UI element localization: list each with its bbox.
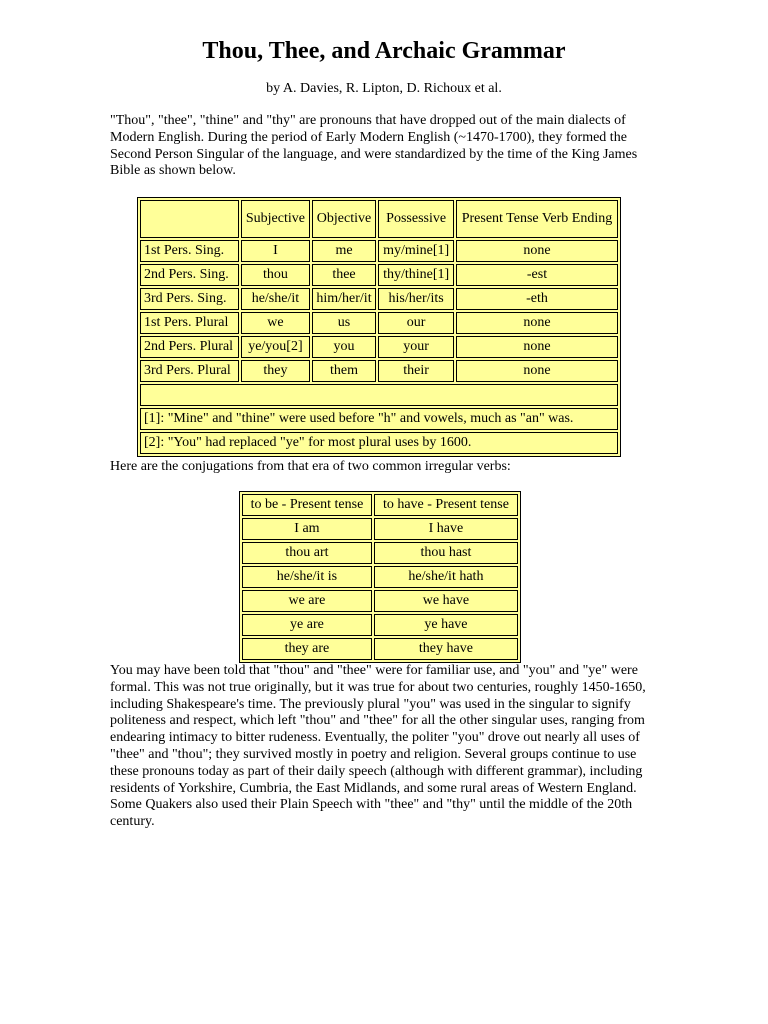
person-label-cell: 3rd Pers. Plural bbox=[140, 360, 239, 382]
pronoun-row bbox=[140, 264, 618, 286]
pronoun-spacer-row bbox=[140, 384, 618, 406]
verb-form-cell: he/she/it hath bbox=[374, 566, 518, 588]
pronoun-header-cell: Subjective bbox=[241, 200, 310, 238]
verb-header-cell: to have - Present tense bbox=[374, 494, 518, 516]
pronoun-cell: your bbox=[378, 336, 454, 358]
verb-header-cell: to be - Present tense bbox=[242, 494, 372, 516]
pronoun-cell: -eth bbox=[456, 288, 618, 310]
verb-form-cell: they have bbox=[374, 638, 518, 660]
verb-header-row bbox=[242, 494, 518, 516]
pronoun-cell: none bbox=[456, 240, 618, 262]
pronoun-header-row bbox=[140, 200, 618, 238]
intro-paragraph: "Thou", "thee", "thine" and "thy" are pronouns that have dropped out of the main dialects of Modern English. During the period of Early Modern English (~1470-1700), they formed the Second Person Singular of the language, and were standardized by the time of the King James Bible as shown below. bbox=[110, 113, 638, 179]
verb-row bbox=[242, 614, 518, 636]
verb-row bbox=[242, 590, 518, 612]
footnote-cell: [2]: "You" had replaced "ye" for most plural uses by 1600. bbox=[140, 432, 618, 454]
page-title: Thou, Thee, and Archaic Grammar bbox=[202, 38, 566, 64]
pronoun-cell: them bbox=[312, 360, 377, 382]
pronoun-cell: -est bbox=[456, 264, 618, 286]
pronoun-cell: us bbox=[312, 312, 377, 334]
conjugation-intro: Here are the conjugations from that era of two common irregular verbs: bbox=[110, 459, 511, 474]
verb-form-cell: we have bbox=[374, 590, 518, 612]
pronoun-cell: my/mine[1] bbox=[378, 240, 454, 262]
verb-row bbox=[242, 518, 518, 540]
pronoun-row bbox=[140, 240, 618, 262]
pronoun-row bbox=[140, 288, 618, 310]
pronoun-cell: we bbox=[241, 312, 310, 334]
pronoun-cell: their bbox=[378, 360, 454, 382]
pronoun-row bbox=[140, 336, 618, 358]
verb-conjugation-table bbox=[239, 491, 521, 663]
pronoun-header-cell: Objective bbox=[312, 200, 377, 238]
verb-form-cell: thou art bbox=[242, 542, 372, 564]
verb-form-cell: ye are bbox=[242, 614, 372, 636]
pronoun-header-cell: Present Tense Verb Ending bbox=[456, 200, 618, 238]
verb-form-cell: we are bbox=[242, 590, 372, 612]
verb-form-cell: ye have bbox=[374, 614, 518, 636]
pronoun-cell: his/her/its bbox=[378, 288, 454, 310]
pronoun-cell: thee bbox=[312, 264, 377, 286]
pronoun-cell: me bbox=[312, 240, 377, 262]
person-label-cell: 2nd Pers. Plural bbox=[140, 336, 239, 358]
pronoun-cell: thy/thine[1] bbox=[378, 264, 454, 286]
pronoun-cell: none bbox=[456, 312, 618, 334]
byline: by A. Davies, R. Lipton, D. Richoux et al. bbox=[266, 81, 502, 96]
pronoun-cell: thou bbox=[241, 264, 310, 286]
pronoun-cell: you bbox=[312, 336, 377, 358]
pronoun-cell: our bbox=[378, 312, 454, 334]
person-label-cell: 3rd Pers. Sing. bbox=[140, 288, 239, 310]
pronoun-header-cell bbox=[140, 200, 239, 238]
pronoun-cell: none bbox=[456, 360, 618, 382]
verb-form-cell: I have bbox=[374, 518, 518, 540]
verb-form-cell: thou hast bbox=[374, 542, 518, 564]
spacer-cell bbox=[140, 384, 618, 406]
verb-form-cell: they are bbox=[242, 638, 372, 660]
verb-row bbox=[242, 638, 518, 660]
footnote-cell: [1]: "Mine" and "thine" were used before "h" and vowels, much as "an" was. bbox=[140, 408, 618, 430]
person-label-cell: 2nd Pers. Sing. bbox=[140, 264, 239, 286]
closing-paragraph: You may have been told that "thou" and "thee" were for familiar use, and "you" and "ye" were formal. This was not true originally, but it was true for about two centuries, roughly 1450-1650, including Shakespeare's time. The previously plural "you" was used in the singular to signify politeness and respect, which left "thou" and "thee" for all the other singular uses, ranging from endearing intimacy to bitter rudeness. Eventually, the politer "you" drove out nearly all uses of "thee" and "thou"; they survived mostly in poetry and religion. Several groups continue to use these pronouns today as part of their daily speech (although with different grammar), including residents of Yorkshire, Cumbria, the East Midlands, and some rural areas of Western England. Some Quakers also used their Plain Speech with "thee" and "thy" until the middle of the 20th century. bbox=[110, 663, 646, 830]
pronoun-header-cell: Possessive bbox=[378, 200, 454, 238]
verb-row bbox=[242, 566, 518, 588]
footnote-row bbox=[140, 432, 618, 454]
pronoun-cell: none bbox=[456, 336, 618, 358]
pronoun-cell: ye/you[2] bbox=[241, 336, 310, 358]
verb-form-cell: I am bbox=[242, 518, 372, 540]
pronoun-row bbox=[140, 312, 618, 334]
person-label-cell: 1st Pers. Plural bbox=[140, 312, 239, 334]
pronoun-cell: they bbox=[241, 360, 310, 382]
verb-form-cell: he/she/it is bbox=[242, 566, 372, 588]
pronoun-cell: him/her/it bbox=[312, 288, 377, 310]
verb-row bbox=[242, 542, 518, 564]
pronoun-table bbox=[137, 197, 621, 457]
footnote-row bbox=[140, 408, 618, 430]
pronoun-row bbox=[140, 360, 618, 382]
pronoun-cell: I bbox=[241, 240, 310, 262]
pronoun-cell: he/she/it bbox=[241, 288, 310, 310]
person-label-cell: 1st Pers. Sing. bbox=[140, 240, 239, 262]
